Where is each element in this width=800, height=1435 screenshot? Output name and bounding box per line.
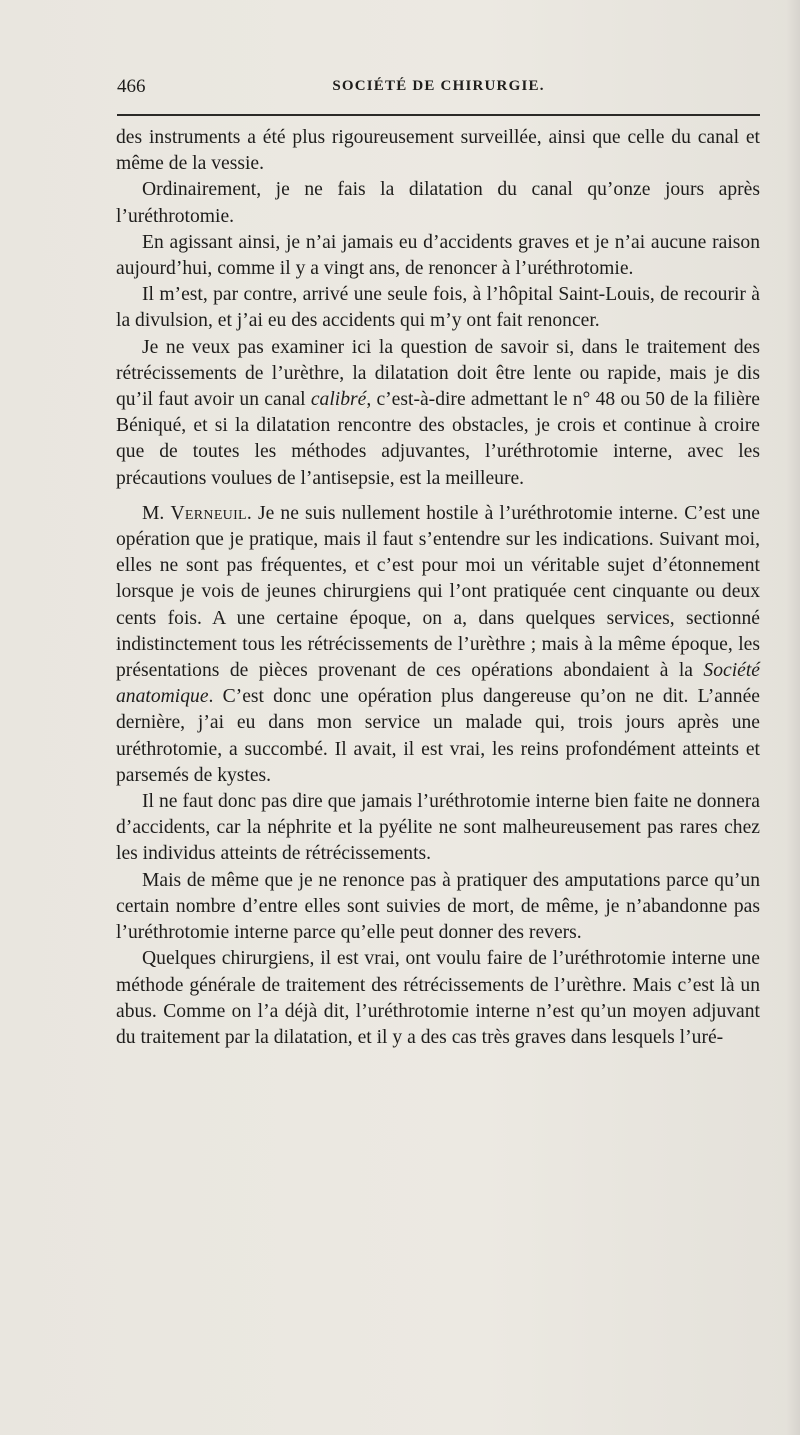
speaker-paragraph <box>116 501 760 789</box>
paragraph: Quelques chirurgiens, il est vrai, ont voulu faire de l’uréthrotomie interne une méthode générale de traitement des rétrécissements de l’urèthre. Mais c’est là un abus. Comme on l’a déjà dit, l’uréthrotomie interne n’est qu’un moyen adjuvant du traitement par la dilatation, et il y a des cas très graves dans lesquels l’uré- <box>116 948 760 1048</box>
page-number: 466 <box>117 76 146 97</box>
text-run: , c’est-à-dire admettant le n° 48 ou 50 de la filière Béniqué, et si la dilatation rencontre des obstacles, je crois et continue à croire que de toutes les méthodes adjuvantes, l’uréthrotomie interne, avec les précautions voulues de l’antisepsie, est la meilleure. <box>116 389 760 489</box>
italic-term: calibré <box>310 389 367 411</box>
speaker-prefix: M. <box>142 502 171 524</box>
page-header <box>117 74 760 104</box>
paragraph: Il m’est, par contre, arrivé une seule fois, à l’hôpital Saint-Louis, de recourir à la divulsion, et j’ai eu des accidents qui m’y ont fait renoncer. <box>116 284 760 332</box>
text-run: . Je ne suis nullement hostile à l’uréthrotomie interne. C’est une opération que je pratique, mais il faut s’entendre sur les indications. Suivant moi, elles ne sont pas fréquentes, et c’est pour moi un véritable sujet d’étonnement lorsque je vois de jeunes chirurgiens qui l’ont pratiquée cent cinquante ou deux cents fois. A une certaine époque, on a, dans quelques services, sectionné indistinctement tous les rétrécissements de l’urèthre ; mais à la même époque, les présentations de pièces provenant de ces opérations abondaient à la <box>116 502 760 682</box>
text-run: Je ne veux pas examiner ici la question de savoir si, dans le traitement des rétrécissements de l’urèthre, la dilatation doit être lente ou rapide, mais je dis qu’il faut avoir un canal <box>116 336 760 411</box>
running-head: SOCIÉTÉ DE CHIRURGIE. <box>332 78 545 94</box>
paragraph: Ordinairement, je ne fais la dilatation du canal qu’onze jours après l’uréthrotomie. <box>116 179 760 227</box>
paragraph: En agissant ainsi, je n’ai jamais eu d’accidents graves et je n’ai aucune raison aujourd’hui, comme il y a vingt ans, de renoncer à l’uréthrotomie. <box>116 231 760 280</box>
italic-term: Société anatomique <box>116 660 760 708</box>
page-edge-shadow <box>786 0 800 1435</box>
speaker-name: Verneuil <box>170 502 247 524</box>
paragraph: Mais de même que je ne renonce pas à pratiquer des amputations parce qu’un certain nombre d’entre elles sont suivies de mort, de même, je n’abandonne pas l’uréthrotomie interne parce qu’elle peut donner des revers. <box>116 869 760 944</box>
body-text <box>116 125 760 1051</box>
text-run: . C’est donc une opération plus dangereuse qu’on ne dit. L’année dernière, j’ai eu dans mon service un malade qui, trois jours après une uréthrotomie, a succombé. Il avait, il est vrai, les reins profondément atteints et parsemés de kystes. <box>116 686 760 786</box>
paragraph: Il ne faut donc pas dire que jamais l’uréthrotomie interne bien faite ne donnera d’accidents, car la néphrite et la pyélite ne sont malheureusement pas rares chez les individus atteints de rétrécissements. <box>116 791 760 865</box>
paragraph <box>116 335 760 492</box>
header-rule <box>117 114 760 116</box>
paragraph-continuation: des instruments a été plus rigoureusement surveillée, ainsi que celle du canal et même de la vessie. <box>116 127 760 175</box>
